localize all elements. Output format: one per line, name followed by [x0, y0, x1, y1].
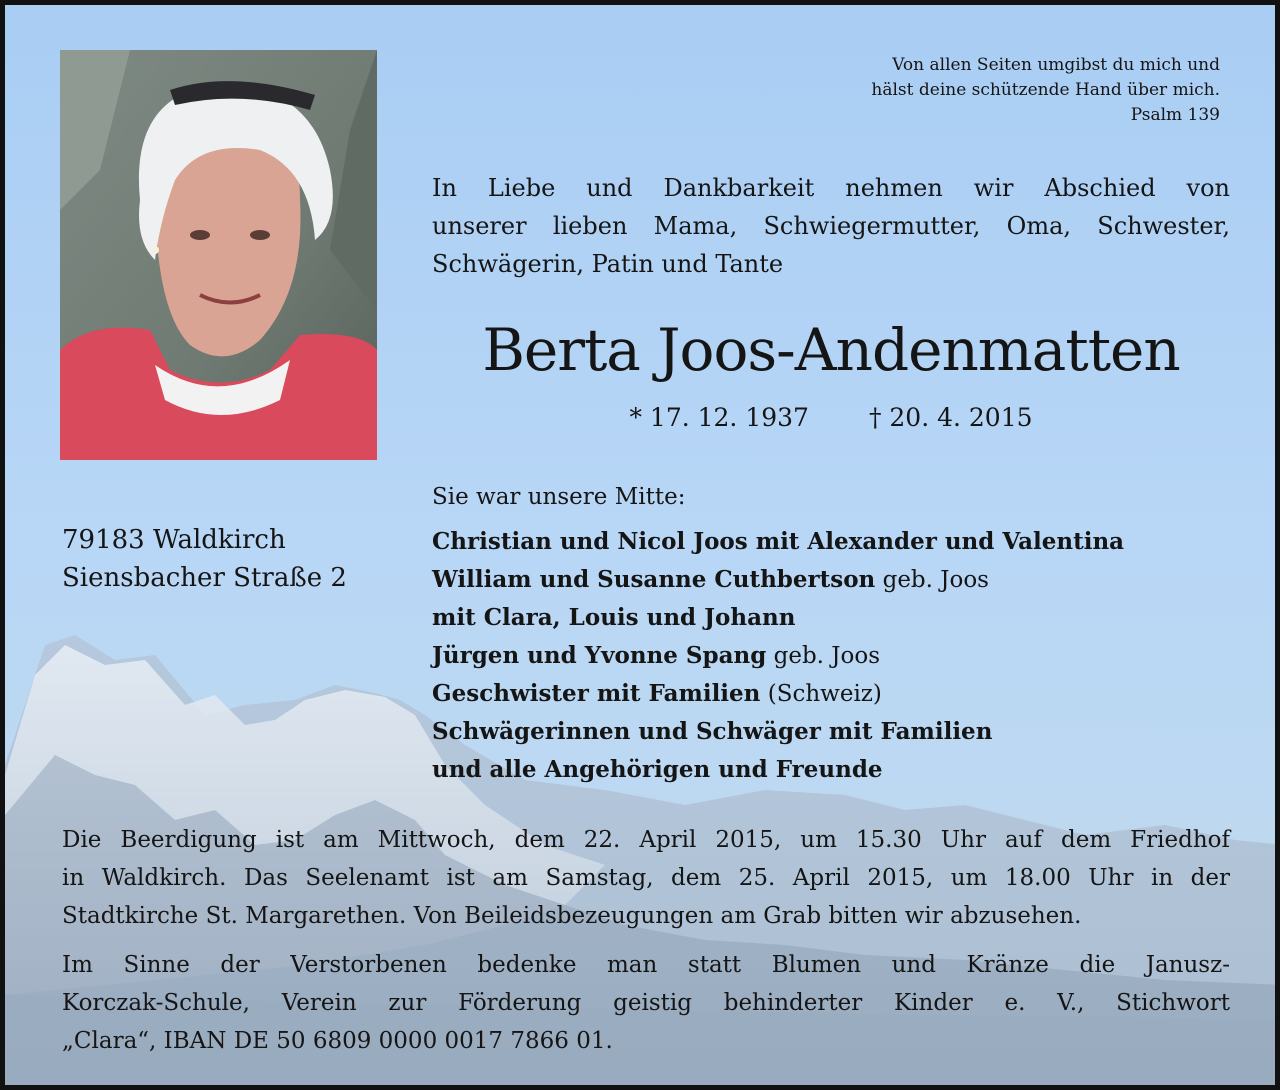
funeral-line: Stadtkirche St. Margarethen. Von Beileidsbezeugungen am Grab bitten wir abzusehen. [62, 903, 1082, 929]
mourner-row [432, 523, 1124, 561]
deceased-name: Berta Joos-Andenmatten [482, 316, 1180, 384]
mourner-row [432, 637, 1124, 675]
address-line: 79183 Waldkirch [62, 525, 286, 555]
psalm-quote [871, 53, 1220, 128]
mourner-note: geb. Joos [875, 567, 989, 593]
mourner-row [432, 713, 1124, 751]
death-date: † 20. 4. 2015 [868, 403, 1033, 432]
donation-line: Im Sinne der Verstorbenen bedenke man statt Blumen und Kränze die Janusz- [62, 952, 1230, 978]
mourner-row [432, 599, 1124, 637]
mourner-note: (Schweiz) [760, 681, 882, 707]
intro-line: In Liebe und Dankbarkeit nehmen wir Abschied von [432, 174, 1230, 202]
mourner-row [432, 751, 1124, 789]
donation-request [62, 946, 1230, 1060]
portrait-photo [60, 50, 377, 460]
mourners-heading: Sie war unsere Mitte: [432, 484, 686, 510]
mourner-names: und alle Angehörigen und Freunde [432, 756, 883, 783]
funeral-details [62, 821, 1230, 935]
mourner-names: Christian und Nicol Joos mit Alexander und Valentina [432, 528, 1125, 555]
mourner-names: Schwägerinnen und Schwäger mit Familien [432, 718, 993, 745]
mourner-row [432, 675, 1124, 713]
psalm-line: Von allen Seiten umgibst du mich und [892, 55, 1220, 75]
mourners-list [432, 523, 1124, 789]
psalm-source: Psalm 139 [1130, 105, 1220, 125]
mourner-names: William und Susanne Cuthbertson [432, 566, 876, 593]
funeral-line: Die Beerdigung ist am Mittwoch, dem 22. April 2015, um 15.30 Uhr auf dem Friedhof [62, 827, 1230, 853]
address [62, 521, 347, 597]
donation-line: Korczak-Schule, Verein zur Förderung geistig behinderter Kinder e. V., Stichwort [62, 990, 1230, 1016]
mourner-names: Geschwister mit Familien [432, 680, 761, 707]
donation-line: „Clara“, IBAN DE 50 6809 0000 0017 7866 01. [62, 1028, 613, 1054]
mourner-names: mit Clara, Louis und Johann [432, 604, 796, 631]
mourner-row [432, 561, 1124, 599]
intro-line: unserer lieben Mama, Schwiegermutter, Oma, Schwester, [432, 212, 1230, 240]
psalm-line: hälst deine schützende Hand über mich. [871, 80, 1220, 100]
mourner-names: Jürgen und Yvonne Spang [432, 642, 767, 669]
intro-line: Schwägerin, Patin und Tante [432, 250, 784, 278]
life-dates [432, 398, 1230, 438]
birth-date: * 17. 12. 1937 [629, 403, 809, 432]
funeral-line: in Waldkirch. Das Seelenamt ist am Samstag, dem 25. April 2015, um 18.00 Uhr in der [62, 865, 1230, 891]
intro-text [432, 169, 1230, 283]
mourner-note: geb. Joos [766, 643, 881, 669]
address-line: Siensbacher Straße 2 [62, 563, 347, 593]
